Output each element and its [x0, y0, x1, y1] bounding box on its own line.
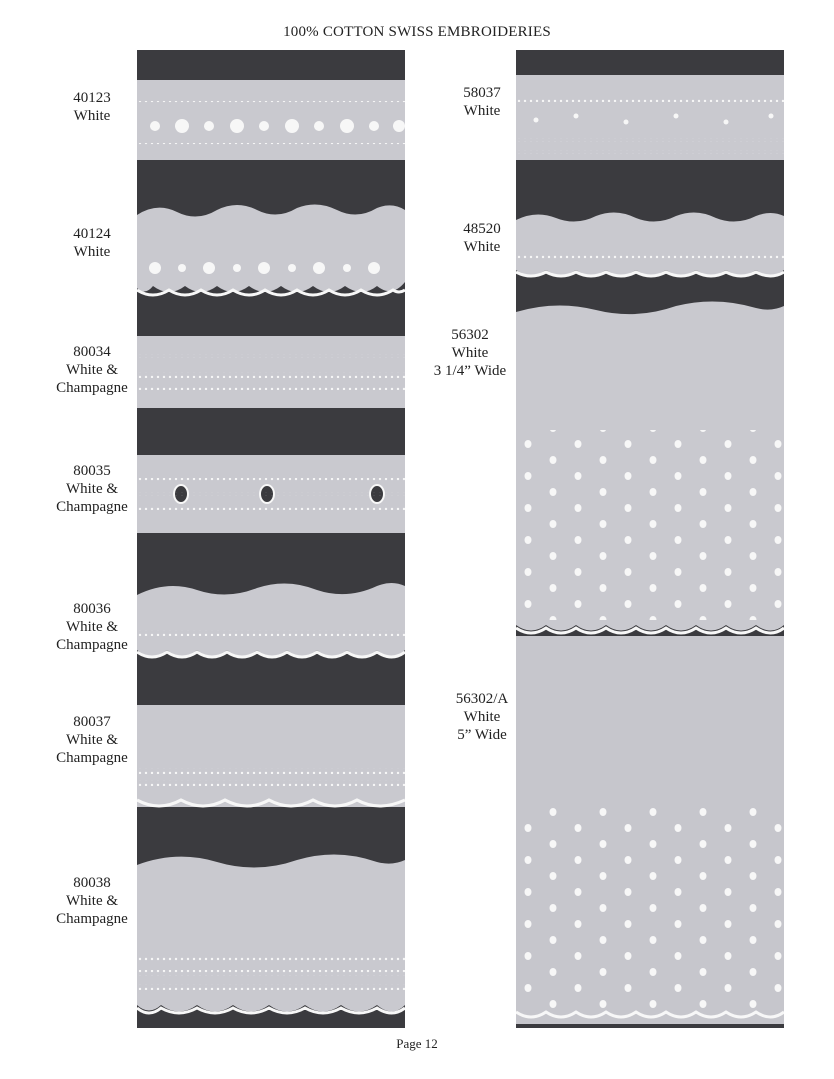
swatch-code: 56302/A [455, 691, 509, 707]
swatch-width: 3 1/4” Wide [433, 363, 507, 379]
page-title: 100% COTTON SWISS EMBROIDERIES [283, 24, 551, 40]
swatch-label-80038 [48, 874, 136, 928]
fabric-strip-48520 [516, 212, 784, 275]
swatch-color-2: Champagne [56, 499, 128, 515]
fabric-strip-80036 [137, 583, 405, 656]
swatch-label-80034 [48, 343, 136, 397]
fabric-strip-40124 [137, 204, 405, 292]
swatch-color: White [73, 108, 111, 124]
swatch-code: 58037 [463, 85, 501, 101]
right-swatch-panel [516, 50, 784, 1028]
swatch-color: White [463, 103, 501, 119]
swatch-color: White & [65, 619, 119, 635]
swatch-color: White & [65, 481, 119, 497]
swatch-label-48520 [440, 220, 524, 256]
swatch-code: 40124 [73, 226, 111, 242]
swatch-color-2: Champagne [56, 750, 128, 766]
swatch-code: 80035 [73, 463, 111, 479]
left-swatch-image [137, 50, 405, 1028]
swatch-label-80037 [48, 713, 136, 767]
page-number: Page 12 [396, 1036, 438, 1051]
swatch-label-40124 [60, 225, 124, 261]
swatch-label-56302a [440, 690, 524, 744]
swatch-label-40123 [60, 89, 124, 125]
swatch-color-2: Champagne [56, 911, 128, 927]
swatch-color: White [73, 244, 111, 260]
swatch-label-80035 [48, 462, 136, 516]
swatch-code: 80036 [73, 601, 111, 617]
swatch-color-2: Champagne [56, 637, 128, 653]
swatch-code: 56302 [451, 327, 489, 343]
swatch-color: White & [65, 362, 119, 378]
swatch-code: 48520 [463, 221, 501, 237]
swatch-color: White [451, 345, 489, 361]
swatch-color: White [463, 709, 501, 725]
swatch-label-80036 [48, 600, 136, 654]
fabric-strip-58037 [516, 75, 784, 160]
swatch-color: White [463, 239, 501, 255]
swatch-color: White & [65, 893, 119, 909]
left-swatch-panel [137, 50, 405, 1028]
swatch-width: 5” Wide [457, 727, 507, 743]
swatch-code: 40123 [73, 90, 111, 106]
fabric-strip-40123 [137, 80, 405, 160]
swatch-color: White & [65, 732, 119, 748]
swatch-code: 80037 [73, 714, 111, 730]
fabric-strip-80037 [137, 705, 405, 807]
swatch-code: 80034 [73, 344, 111, 360]
swatch-code: 80038 [73, 875, 111, 891]
right-swatch-image [516, 50, 784, 1028]
swatch-label-58037 [440, 84, 524, 120]
swatch-color-2: Champagne [56, 380, 128, 396]
swatch-label-56302 [420, 326, 520, 380]
